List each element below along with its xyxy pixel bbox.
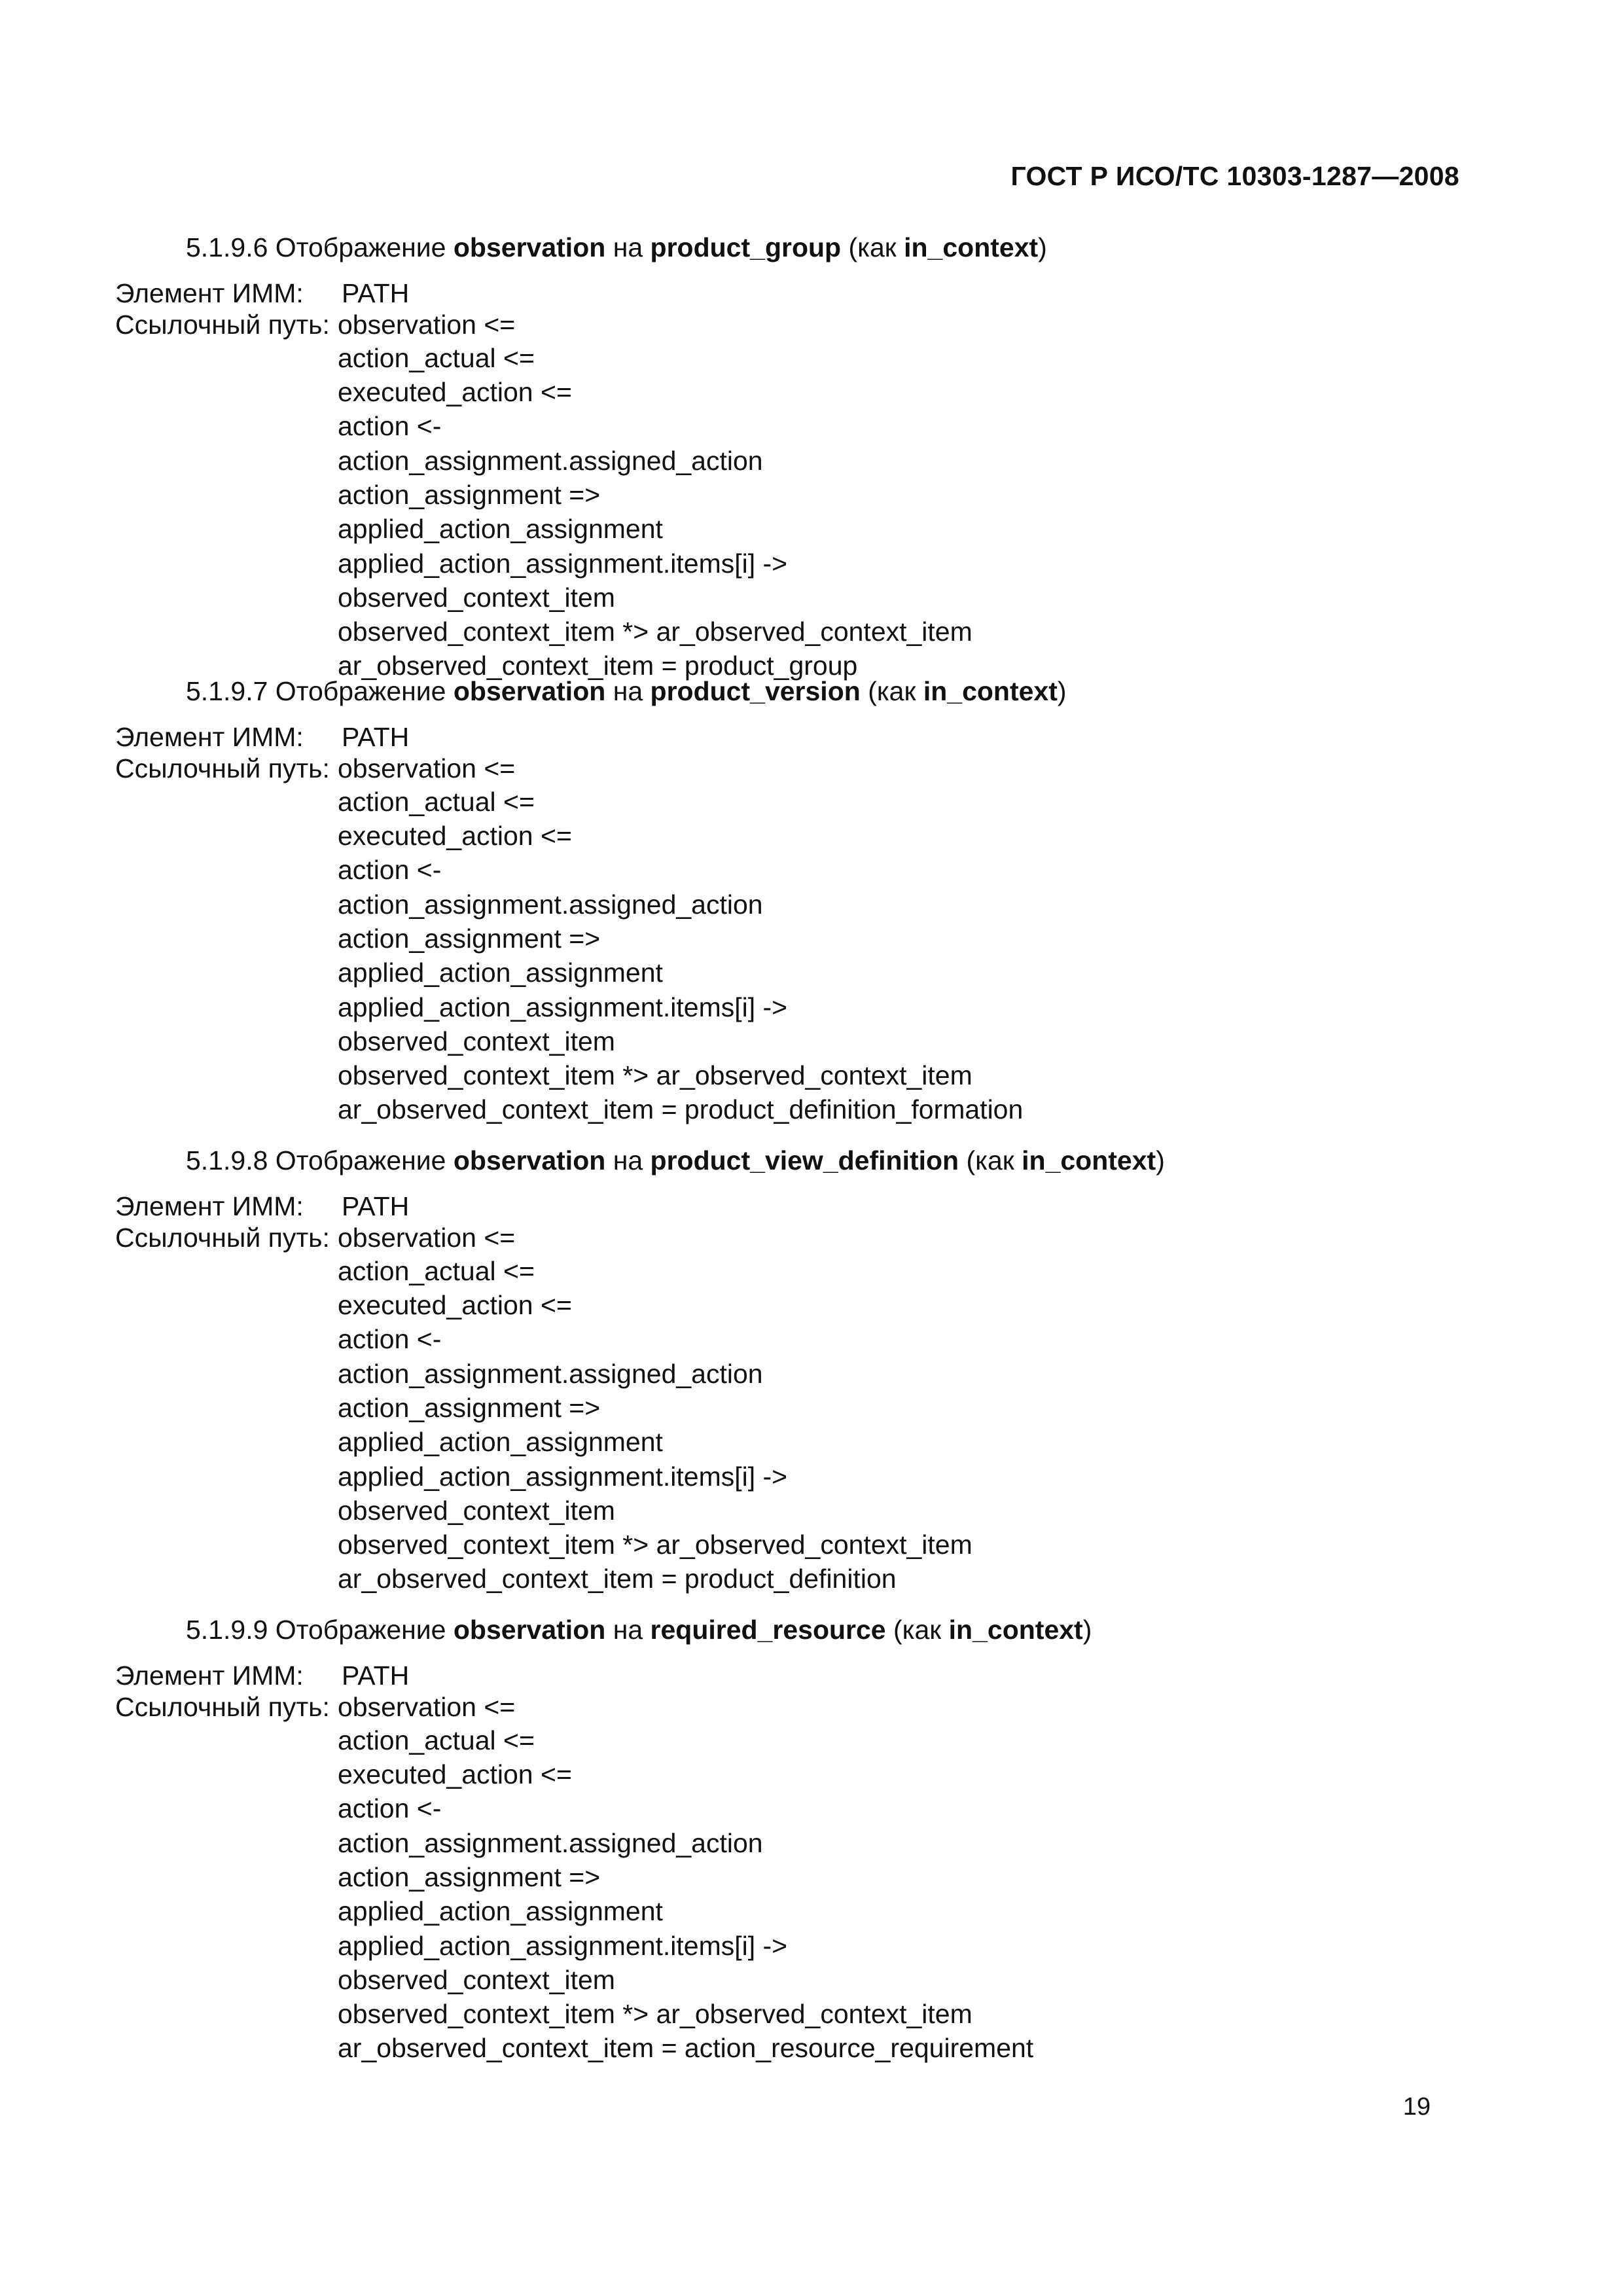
on-word: на <box>613 1615 643 1645</box>
element-value: PATH <box>342 1660 410 1691</box>
section-5-1-9-8 <box>115 1143 1489 1596</box>
path-line: executed_action <= <box>338 377 572 408</box>
section-title <box>186 674 1489 708</box>
section-5-1-9-9 <box>115 1613 1489 2066</box>
section-5-1-9-6 <box>115 230 1489 683</box>
role-name: in_context <box>948 1615 1083 1645</box>
path-line: action <- <box>338 1793 442 1824</box>
role-name: in_context <box>923 676 1058 706</box>
section-title <box>186 230 1489 264</box>
element-row <box>115 1191 1489 1222</box>
on-word: на <box>613 676 643 706</box>
path-line: observed_context_item <box>338 582 615 613</box>
path-line: ar_observed_context_item = product_definition <box>338 1564 897 1594</box>
element-label: Элемент ИММ: <box>115 278 304 308</box>
path-label: Ссылочный путь: <box>115 1223 330 1253</box>
path-lines <box>338 341 1489 683</box>
path-line: action <- <box>338 1324 442 1355</box>
as-close: ) <box>1082 1615 1092 1645</box>
path-line: ar_observed_context_item = action_resource_requirement <box>338 2033 1034 2064</box>
element-label: Элемент ИММ: <box>115 1660 304 1691</box>
target-name: product_version <box>650 676 861 706</box>
path-first-line: observation <= <box>338 1692 516 1723</box>
path-line: observed_context_item <box>338 1964 615 1995</box>
on-word: на <box>613 232 643 262</box>
path-line: executed_action <= <box>338 1290 572 1321</box>
path-line: applied_action_assignment.items[i] -> <box>338 1930 788 1961</box>
path-line: action_assignment.assigned_action <box>338 445 763 476</box>
path-line: action_assignment.assigned_action <box>338 1358 763 1389</box>
path-line: action_assignment.assigned_action <box>338 889 763 920</box>
as-open: (как <box>966 1145 1014 1175</box>
path-line: observed_context_item *> ar_observed_context_item <box>338 1060 972 1091</box>
path-line: applied_action_assignment.items[i] -> <box>338 1461 788 1492</box>
path-line: applied_action_assignment <box>338 1896 663 1927</box>
path-label: Ссылочный путь: <box>115 310 330 340</box>
section-number: 5.1.9.7 <box>186 676 268 706</box>
section-number: 5.1.9.9 <box>186 1615 268 1645</box>
target-name: product_view_definition <box>650 1145 959 1175</box>
path-lines <box>338 785 1489 1127</box>
path-row <box>115 753 1489 784</box>
target-name: required_resource <box>650 1615 886 1645</box>
path-line: observed_context_item *> ar_observed_context_item <box>338 1530 972 1560</box>
path-line: action_assignment => <box>338 1393 601 1423</box>
path-lines <box>338 1254 1489 1596</box>
path-line: ar_observed_context_item = product_group <box>338 651 858 681</box>
element-value: PATH <box>342 1191 410 1221</box>
document-header: ГОСТ Р ИСО/ТС 10303-1287—2008 <box>1010 161 1459 191</box>
path-label: Ссылочный путь: <box>115 753 330 784</box>
as-open: (как <box>848 232 897 262</box>
element-label: Элемент ИММ: <box>115 722 304 752</box>
section-title <box>186 1613 1489 1647</box>
mapping-word: Отображение <box>275 1615 446 1645</box>
entity-name: observation <box>453 1615 606 1645</box>
section-5-1-9-7 <box>115 674 1489 1127</box>
as-close: ) <box>1057 676 1067 706</box>
entity-name: observation <box>453 676 606 706</box>
element-row <box>115 1660 1489 1691</box>
on-word: на <box>613 1145 643 1175</box>
path-line: executed_action <= <box>338 1759 572 1790</box>
path-line: action_assignment => <box>338 924 601 954</box>
path-line: action_actual <= <box>338 1255 535 1286</box>
path-label: Ссылочный путь: <box>115 1692 330 1723</box>
path-line: action_actual <= <box>338 786 535 817</box>
section-number: 5.1.9.8 <box>186 1145 268 1175</box>
path-line: applied_action_assignment <box>338 958 663 988</box>
path-line: observed_context_item <box>338 1026 615 1056</box>
entity-name: observation <box>453 232 606 262</box>
mapping-word: Отображение <box>275 1145 446 1175</box>
section-title <box>186 1143 1489 1177</box>
path-row <box>115 1222 1489 1253</box>
element-value: PATH <box>342 278 410 308</box>
element-row <box>115 721 1489 753</box>
path-line: action <- <box>338 855 442 886</box>
path-line: applied_action_assignment.items[i] -> <box>338 548 788 579</box>
path-lines <box>338 1723 1489 2066</box>
path-line: observed_context_item *> ar_observed_context_item <box>338 617 972 647</box>
path-line: observed_context_item *> ar_observed_context_item <box>338 1999 972 2030</box>
as-open: (как <box>868 676 916 706</box>
section-number: 5.1.9.6 <box>186 232 268 262</box>
path-line: applied_action_assignment <box>338 1427 663 1458</box>
role-name: in_context <box>904 232 1039 262</box>
path-line: applied_action_assignment <box>338 514 663 545</box>
as-close: ) <box>1156 1145 1165 1175</box>
path-line: action <- <box>338 411 442 442</box>
path-row <box>115 309 1489 340</box>
path-line: applied_action_assignment.items[i] -> <box>338 992 788 1022</box>
path-line: action_actual <= <box>338 342 535 373</box>
entity-name: observation <box>453 1145 606 1175</box>
target-name: product_group <box>650 232 842 262</box>
path-line: executed_action <= <box>338 821 572 852</box>
element-value: PATH <box>342 722 410 752</box>
path-first-line: observation <= <box>338 310 516 340</box>
as-close: ) <box>1038 232 1047 262</box>
page-number: 19 <box>1402 2093 1431 2121</box>
mapping-word: Отображение <box>275 232 446 262</box>
element-row <box>115 278 1489 309</box>
mapping-word: Отображение <box>275 676 446 706</box>
path-line: ar_observed_context_item = product_definition_formation <box>338 1094 1024 1125</box>
path-line: action_assignment => <box>338 1862 601 1892</box>
path-line: action_actual <= <box>338 1725 535 1755</box>
role-name: in_context <box>1022 1145 1156 1175</box>
path-line: action_assignment.assigned_action <box>338 1827 763 1858</box>
path-first-line: observation <= <box>338 753 516 784</box>
element-label: Элемент ИММ: <box>115 1191 304 1221</box>
as-open: (как <box>893 1615 942 1645</box>
path-line: observed_context_item <box>338 1495 615 1526</box>
path-row <box>115 1691 1489 1723</box>
path-first-line: observation <= <box>338 1223 516 1253</box>
path-line: action_assignment => <box>338 480 601 510</box>
